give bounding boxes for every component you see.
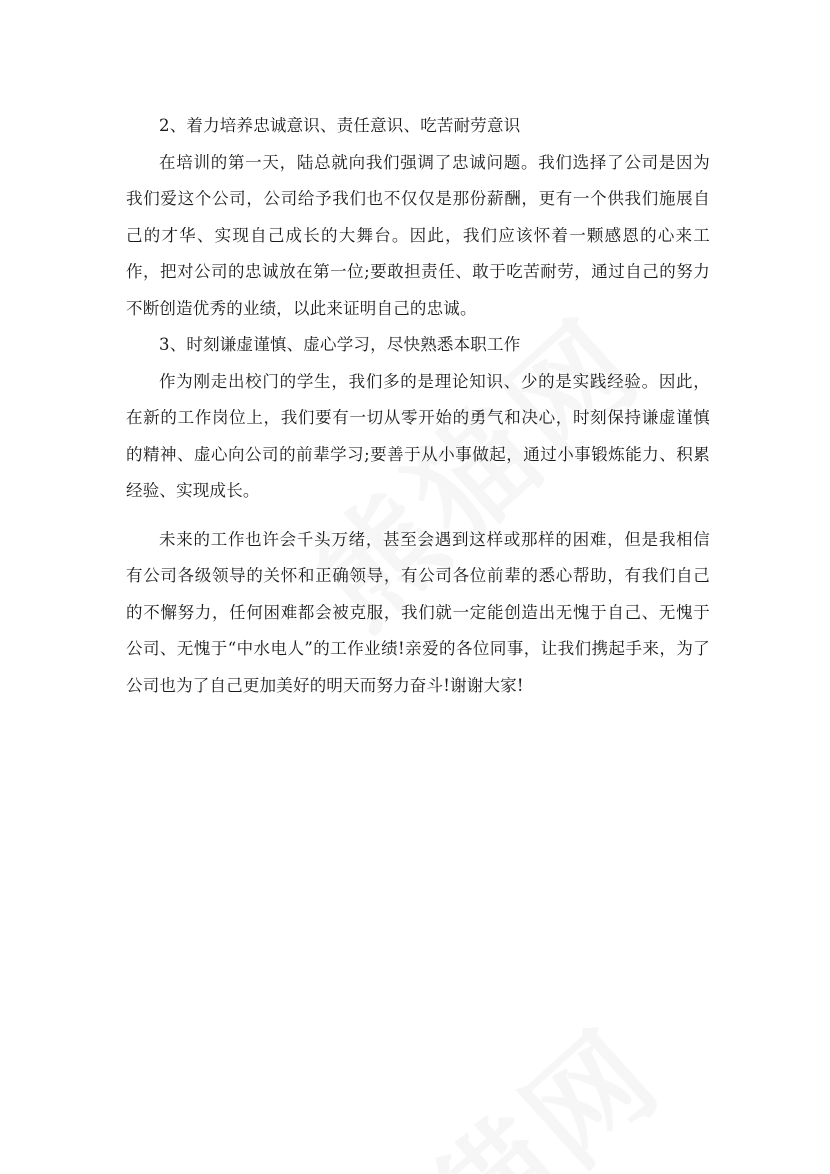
- section-heading-2: 2、着力培养忠诚意识、责任意识、吃苦耐劳意识: [159, 116, 521, 135]
- paragraph-modesty: 作为刚走出校门的学生，我们多的是理论知识、少的是实践经验。因此，在新的工作岗位上，我们要有一切从零开始的勇气和决心，时刻保持谦虚谨慎的精神、虚心向公司的前辈学习;要善于从小事做起，通过小事锻炼能力、积累经验、实现成长。: [126, 371, 710, 500]
- paragraph-closing: 未来的工作也许会千头万绪，甚至会遇到这样或那样的困难，但是我相信有公司各级领导的关怀和正确领导，有公司各位前辈的悉心帮助，有我们自己的不懈努力，任何困难都会被克服，我们就一定能创造出无愧于自己、无愧于公司、无愧于“中水电人”的工作业绩!亲爱的各位同事，让我们携起手来，为了公司也为了自己更加美好的明天而努力奋斗!谢谢大家!: [126, 529, 710, 695]
- paragraph-loyalty: 在培训的第一天，陆总就向我们强调了忠诚问题。我们选择了公司是因为我们爱这个公司，公司给予我们也不仅仅是那份薪酬，更有一个供我们施展自己的才华、实现自己成长的大舞台。因此，我们应该怀着一颗感恩的心来工作，把对公司的忠诚放在第一位;要敢担责任、敢于吃苦耐劳，通过自己的努力不断创造优秀的业绩，以此来证明自己的忠诚。: [126, 152, 710, 318]
- watermark: [292, 984, 692, 1174]
- document-body: [126, 108, 710, 704]
- section-heading-3: 3、时刻谦虚谨慎、虚心学习，尽快熟悉本职工作: [159, 335, 521, 354]
